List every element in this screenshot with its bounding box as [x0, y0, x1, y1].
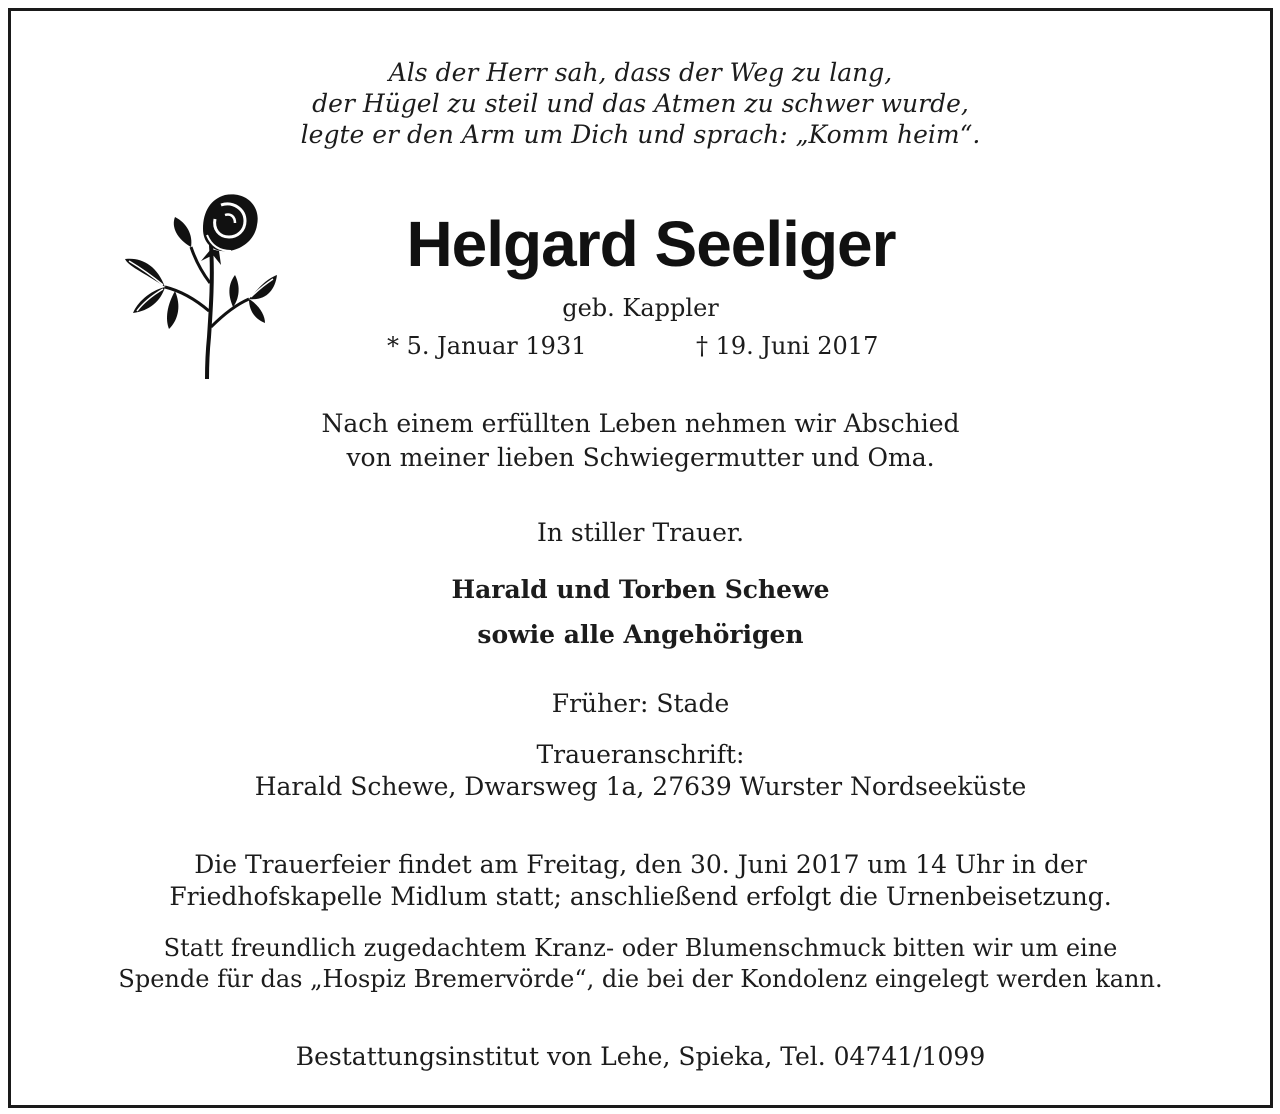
mourning-intro: In stiller Trauer. — [536, 518, 745, 547]
funeral-line: Die Trauerfeier findet am Freitag, den 30. Juni 2017 um 14 Uhr in der — [194, 850, 1087, 879]
poem-line: der Hügel zu steil und das Atmen zu schwer wurde, — [312, 89, 969, 118]
condolence-address-label: Traueranschrift: — [536, 740, 745, 769]
death-date: † 19. Juni 2017 — [696, 332, 879, 360]
obituary-notice — [8, 8, 1273, 1108]
former-residence: Früher: Stade — [551, 689, 730, 718]
mourner-line: sowie alle Angehörigen — [477, 620, 804, 649]
poem-line: Als der Herr sah, dass der Weg zu lang, — [388, 58, 893, 87]
poem — [11, 57, 1270, 150]
farewell-text — [11, 407, 1270, 475]
funeral-line: Friedhofskapelle Midlum statt; anschließend erfolgt die Urnenbeisetzung. — [169, 882, 1112, 911]
funeral-info — [11, 849, 1270, 913]
farewell-line: Nach einem erfüllten Leben nehmen wir Abschied — [321, 409, 960, 438]
rose-icon — [115, 187, 285, 383]
undertaker-info: Bestattungsinstitut von Lehe, Spieka, Tel. 04741/1099 — [295, 1042, 986, 1071]
birth-date: * 5. Januar 1931 — [387, 332, 587, 360]
mourners — [11, 567, 1270, 657]
farewell-line: von meiner lieben Schwiegermutter und Oma. — [346, 443, 935, 472]
condolence-address — [11, 739, 1270, 803]
condolence-address-value: Harald Schewe, Dwarsweg 1a, 27639 Wurster Nordseeküste — [254, 772, 1027, 801]
donation-request — [11, 933, 1270, 995]
mourner-line: Harald und Torben Schewe — [451, 575, 830, 604]
maiden-name: geb. Kappler — [562, 294, 719, 322]
donation-line: Spende für das „Hospiz Bremervörde“, die bei der Kondolenz eingelegt werden kann. — [118, 965, 1163, 993]
poem-line: legte er den Arm um Dich und sprach: „Komm heim“. — [300, 120, 981, 149]
donation-line: Statt freundlich zugedachtem Kranz- oder Blumenschmuck bitten wir um eine — [163, 934, 1118, 962]
deceased-name: Helgard Seeliger — [406, 208, 896, 280]
